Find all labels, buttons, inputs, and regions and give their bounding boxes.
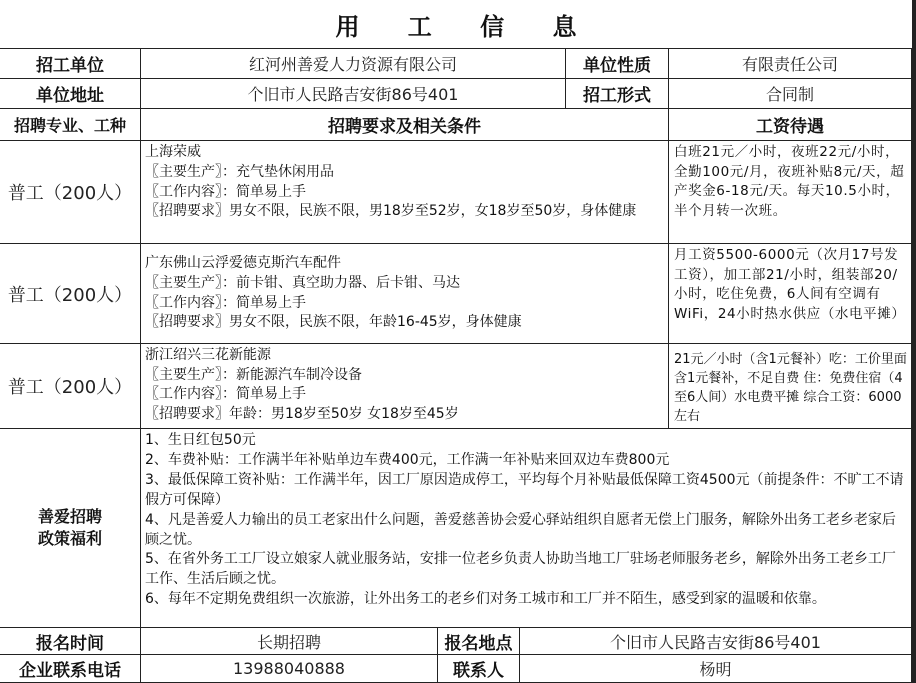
policy-content — [141, 429, 912, 628]
contact-person-value: 杨明 — [520, 655, 912, 683]
policy-label — [0, 429, 141, 628]
job-position: 普工（200人） — [0, 344, 141, 429]
header-wage: 工资待遇 — [669, 109, 912, 141]
job-position: 普工（200人） — [0, 244, 141, 344]
header-requirements: 招聘要求及相关条件 — [141, 109, 669, 141]
signup-place-label: 报名地点 — [438, 628, 520, 655]
job-employer: 浙江绍兴三花新能源 — [145, 347, 271, 363]
company-nature-value: 有限责任公司 — [669, 49, 912, 79]
job-employer: 广东佛山云浮爱德克斯汽车配件 — [145, 255, 341, 271]
policy-item: 2、车费补贴：工作满半年补贴单边车费400元，工作满一年补贴来回双边车费800元 — [145, 451, 670, 468]
policy-item: 3、最低保障工资补贴：工作满半年，因工厂原因造成停工，平均每个月补贴最低保障工资4500元（前提条件：不旷工不请假方可保障） — [145, 471, 904, 508]
job-wage-text: 21元／小时（含1元餐补）吃：工价里面含1元餐补，不足自费 住：免费住宿（4至6人间）水电费平摊 综合工资：6000左右 — [674, 352, 907, 424]
job-wage — [669, 244, 912, 344]
header-job: 招聘专业、工种 — [0, 109, 141, 141]
company-label: 招工单位 — [0, 49, 141, 79]
policy-item: 5、在省外务工工厂设立娘家人就业服务站，安排一位老乡负责人协助当地工厂驻场老师服务老乡，解除外出务工老乡工厂工作、生活后顾之忧。 — [145, 551, 896, 588]
job-product: 〖主要生产〗：新能源汽车制冷设备 — [145, 366, 362, 383]
job-content: 〖工作内容〗：简单易上手 — [145, 183, 306, 200]
job-requirement: 〖招聘要求〗男女不限，民族不限，男18岁至52岁，女18岁至50岁，身体健康 — [145, 203, 637, 220]
job-content: 〖工作内容〗：简单易上手 — [145, 294, 306, 311]
job-requirements — [141, 344, 669, 429]
address-value: 个旧市人民路吉安街86号401 — [141, 79, 566, 109]
policy-item: 6、每年不定期免费组织一次旅游，让外出务工的老乡们对务工城市和工厂并不陌生，感受到家的温暖和依靠。 — [145, 591, 826, 608]
job-employer: 上海荣威 — [145, 144, 201, 160]
job-wage — [669, 141, 912, 244]
page-title: 用 工 信 息 — [335, 12, 597, 41]
signup-time-value: 长期招聘 — [141, 628, 438, 655]
job-requirement: 〖招聘要求〗年龄：男18岁至50岁 女18岁至45岁 — [145, 405, 459, 422]
job-position: 普工（200人） — [0, 141, 141, 244]
job-product: 〖主要生产〗：前卡钳、真空助力器、后卡钳、马达 — [145, 274, 460, 291]
contact-person-label: 联系人 — [438, 655, 520, 683]
job-requirement: 〖招聘要求〗男女不限，民族不限，年龄16-45岁，身体健康 — [145, 314, 522, 331]
job-wage-text: 月工资5500-6000元（次月17号发工资），加工部21/小时，组装部20/小时，吃住免费，6人间有空调有WiFi，24小时热水供应（水电平摊） — [674, 247, 906, 322]
job-product: 〖主要生产〗：充气垫休闲用品 — [145, 163, 334, 180]
employment-form-label: 招工形式 — [566, 79, 669, 109]
contact-phone-label: 企业联系电话 — [0, 655, 141, 683]
policy-label-line1: 善爱招聘 — [37, 507, 102, 526]
job-requirements — [141, 244, 669, 344]
policy-item: 1、生日红包50元 — [145, 432, 256, 448]
job-wage-text: 白班21元／小时，夜班22元/小时，全勤100元/月，夜班补贴8元/天，超产奖金6-18元/天。每天10.5小时，半个月转一次班。 — [674, 144, 905, 219]
right-border — [912, 0, 916, 683]
address-label: 单位地址 — [0, 79, 141, 109]
company-nature-label: 单位性质 — [566, 49, 669, 79]
employment-form-value: 合同制 — [669, 79, 912, 109]
company-value: 红河州善爱人力资源有限公司 — [141, 49, 566, 79]
policy-item: 4、凡是善爱人力输出的员工老家出什么问题，善爱慈善协会爱心驿站组织自愿者无偿上门服务，解除外出务工老乡老家后顾之忧。 — [145, 511, 896, 548]
contact-phone-value[interactable]: 13988040888 — [141, 655, 438, 683]
job-requirements — [141, 141, 669, 244]
policy-label-line2: 政策福利 — [37, 529, 102, 548]
signup-time-label: 报名时间 — [0, 628, 141, 655]
signup-place-value: 个旧市人民路吉安街86号401 — [520, 628, 912, 655]
job-content: 〖工作内容〗：简单易上手 — [145, 386, 306, 402]
job-wage — [669, 344, 912, 429]
